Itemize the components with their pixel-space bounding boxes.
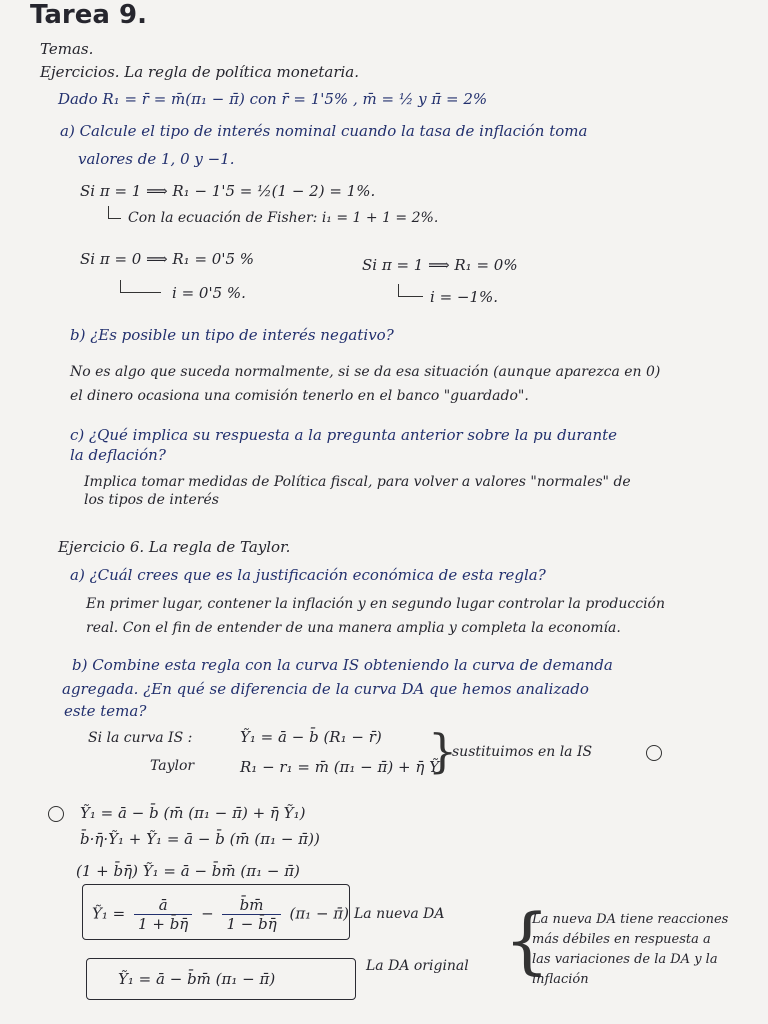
new-da-equation	[92, 896, 349, 933]
fraction-1-numerator: ā	[134, 896, 192, 915]
derivation-step-3: (1 + b̄η̄) Ỹ₁ = ā − b̄m̄ (π₁ − π̄)	[76, 862, 300, 880]
derivation-step-1: Ỹ₁ = ā − b̄ (m̄ (π₁ − π̄) + η̄ Ỹ₁)	[80, 804, 306, 822]
is-curve-label: Si la curva IS :	[88, 730, 193, 746]
question-5b: b) ¿Es posible un tipo de interés negativo?	[70, 326, 394, 344]
answer-6a-line1: En primer lugar, contener la inflación y en segundo lugar controlar la producción	[86, 596, 665, 612]
conclusion-line1: La nueva DA tiene reacciones	[532, 912, 729, 927]
answer-5a-fisher: Con la ecuación de Fisher: i₁ = 1 + 1 = 2%.	[128, 210, 439, 226]
answer-5b-line2: el dinero ocasiona una comisión tenerlo en el banco "guardado".	[70, 388, 529, 404]
given-rule: Dado R₁ = r̄ = m̄(π₁ − π̄) con r̄ = 1'5% , m̄ = ½ y π̄ = 2%	[58, 90, 488, 108]
answer-5a-line3b: Si π = 1 ⟹ R₁ = 0%	[362, 256, 518, 274]
fraction-1-denominator: 1 + b̄η̄	[138, 915, 189, 933]
question-6a: a) ¿Cuál crees que es la justificación económica de esta regla?	[70, 566, 546, 584]
new-da-lhs: Ỹ₁ =	[92, 904, 126, 923]
answer-5b-line1: No es algo que suceda normalmente, si se da esa situación (aunque aparezca en 0)	[70, 364, 661, 380]
reference-marker-icon	[48, 806, 64, 822]
taylor-equation: R₁ − r₁ = m̄ (π₁ − π̄) + η̄ Ỹ₁	[240, 758, 446, 776]
question-6b-line2: agregada. ¿En qué se diferencia de la curva DA que hemos analizado	[62, 680, 589, 698]
original-da-equation: Ỹ₁ = ā − b̄m̄ (π₁ − π̄)	[118, 970, 276, 988]
new-da-tail: (π₁ − π̄)	[289, 904, 350, 923]
exercise-6-heading: Ejercicio 6. La regla de Taylor.	[58, 538, 291, 556]
question-5a-line2: valores de 1, 0 y −1.	[78, 150, 235, 168]
fraction-2-denominator: 1 − b̄η̄	[226, 915, 277, 933]
minus-sign: −	[201, 904, 214, 923]
derivation-step-2: b̄·η̄·Ỹ₁ + Ỹ₁ = ā − b̄ (m̄ (π₁ − π̄))	[80, 830, 320, 848]
answer-5c-line2: los tipos de interés	[84, 492, 219, 508]
exercise-5-heading: Ejercicios. La regla de política monetaria.	[40, 63, 359, 81]
question-5a-line1: a) Calcule el tipo de interés nominal cuando la tasa de inflación toma	[60, 122, 588, 140]
reference-marker-icon	[646, 745, 662, 761]
fraction-2-numerator: b̄m̄	[222, 896, 280, 915]
conclusion-line2: más débiles en respuesta a	[532, 932, 711, 947]
conclusion-line4: inflación	[532, 972, 589, 987]
new-da-label: La nueva DA	[354, 906, 445, 922]
answer-5a-line3: Si π = 0 ⟹ R₁ = 0'5 %	[80, 250, 255, 268]
question-6b-line3: este tema?	[64, 702, 147, 720]
answer-5a-line4b: i = −1%.	[430, 288, 499, 306]
answer-5a-line1: Si π = 1 ⟹ R₁ − 1'5 = ½(1 − 2) = 1%.	[80, 182, 376, 200]
taylor-label: Taylor	[150, 758, 195, 774]
question-6b-line1: b) Combine esta regla con la curva IS obteniendo la curva de demanda	[72, 656, 613, 674]
original-da-label: La DA original	[366, 958, 469, 974]
is-curve-equation: Ỹ₁ = ā − b̄ (R₁ − r̄)	[240, 728, 382, 746]
question-5c-line1: c) ¿Qué implica su respuesta a la pregunta anterior sobre la pu durante	[70, 426, 618, 444]
answer-5a-line4: i = 0'5 %.	[172, 284, 246, 302]
left-brace: {	[504, 898, 550, 982]
answer-5c-line1: Implica tomar medidas de Política fiscal, para volver a valores "normales" de	[84, 474, 631, 490]
question-5c-line2: la deflación?	[70, 446, 166, 464]
fraction-1	[134, 896, 192, 933]
hook-arrow	[120, 280, 161, 293]
substitute-note: sustituimos en la IS	[452, 744, 593, 760]
page-title: Tarea 9.	[30, 0, 147, 30]
conclusion-line3: las variaciones de la DA y la	[532, 952, 718, 967]
hook-arrow	[108, 206, 121, 219]
temas-label: Temas.	[40, 40, 94, 58]
fraction-2	[222, 896, 280, 933]
hook-arrow	[398, 284, 423, 297]
answer-6a-line2: real. Con el fin de entender de una manera amplia y completa la economía.	[86, 620, 621, 636]
right-brace: }	[428, 724, 458, 778]
